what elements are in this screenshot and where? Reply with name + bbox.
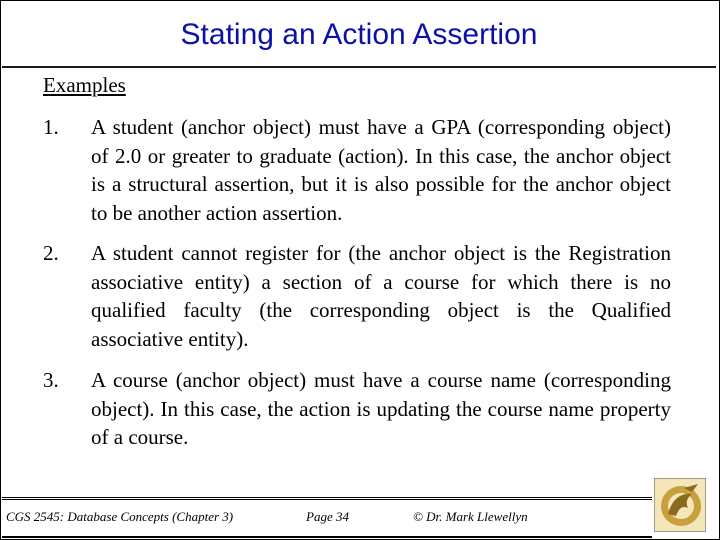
examples-heading: Examples <box>43 73 126 97</box>
list-item <box>43 239 671 353</box>
title-bar <box>2 2 716 68</box>
item-number: 1. <box>43 115 59 139</box>
list-item <box>43 366 671 452</box>
item-text: A course (anchor object) must have a course name (corresponding object). In this case, the action is updating the course name property of a course. <box>91 368 671 450</box>
item-text: A student (anchor object) must have a GPA (corresponding object) of 2.0 or greater to graduate (action). In this case, the anchor object is a structural assertion, but it is also possible for the anchor object to be another action assertion. <box>91 115 671 225</box>
item-number: 3. <box>43 368 59 392</box>
footer <box>2 497 652 538</box>
slide-title: Stating an Action Assertion <box>180 18 538 51</box>
list-item <box>43 113 671 227</box>
footer-page-number: Page 34 <box>306 509 349 524</box>
ucf-pegasus-logo-icon <box>654 478 706 532</box>
item-number: 2. <box>43 241 59 265</box>
footer-copyright: © Dr. Mark Llewellyn <box>413 509 528 524</box>
item-text: A student cannot register for (the anchor object is the Registration associative entity) a section of a course for which there is no qualified faculty (the corresponding object is the Qualified associative entity). <box>91 241 671 351</box>
footer-course: CGS 2545: Database Concepts (Chapter 3) <box>6 509 234 524</box>
